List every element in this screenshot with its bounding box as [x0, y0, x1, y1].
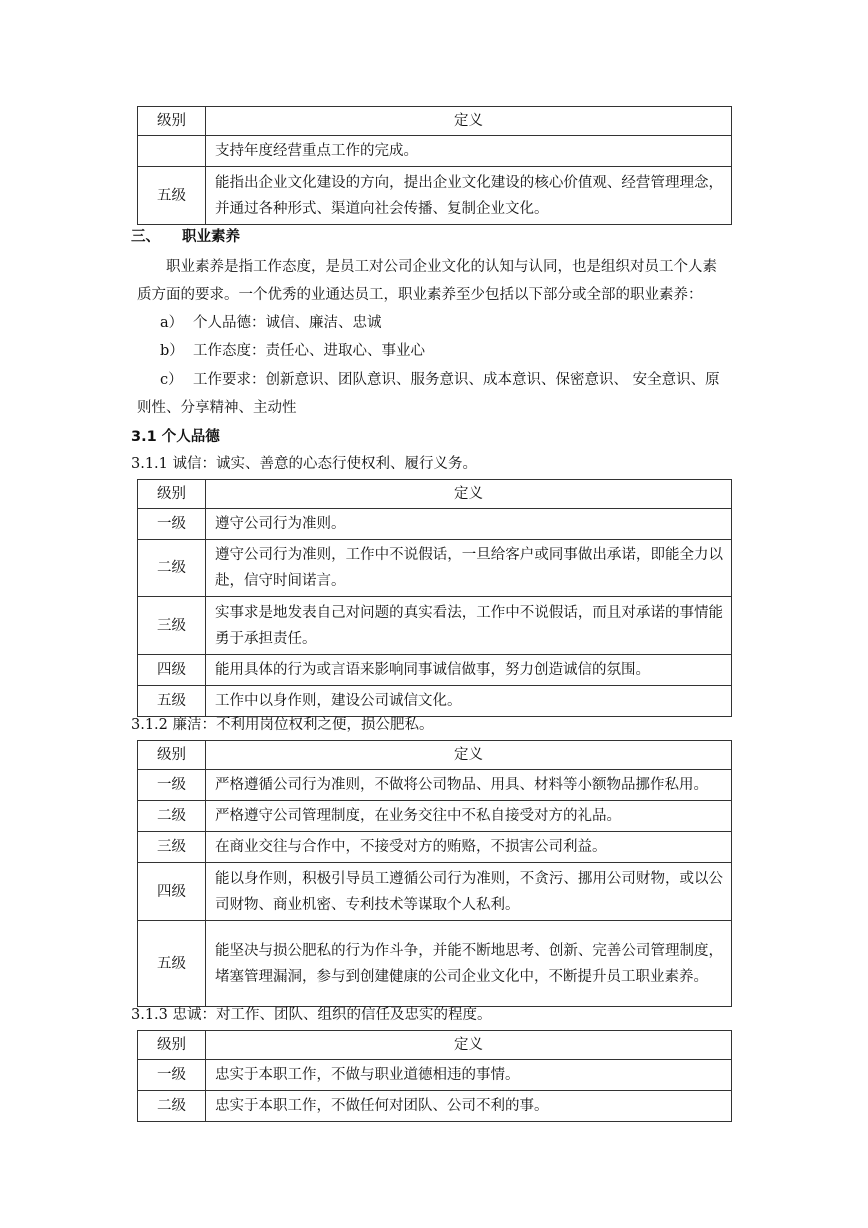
definition-cell: 遵守公司行为准则，工作中不说假话，一旦给客户或同事做出承诺，即能全力以赴，信守时间诺言。 [206, 540, 732, 597]
list-marker: a） [160, 315, 184, 331]
definition-cell: 能指出企业文化建设的方向，提出企业文化建设的核心价值观、经营管理理念，并通过各种形式、渠道向社会传播、复制企业文化。 [206, 167, 732, 225]
definition-header: 定义 [206, 1031, 732, 1060]
level-cell: 四级 [138, 655, 206, 686]
section-title: 职业素养 [182, 229, 240, 245]
table-row [138, 770, 732, 801]
level-cell: 三级 [138, 832, 206, 863]
level-header: 级别 [138, 1031, 206, 1060]
list-marker: b） [160, 343, 184, 359]
level-cell: 二级 [138, 540, 206, 597]
definition-header: 定义 [206, 480, 732, 509]
level-cell: 五级 [138, 167, 206, 225]
table-row [138, 801, 732, 832]
table-row [138, 509, 732, 540]
table-header-row [138, 1031, 732, 1060]
item-caption: 3.1.2 廉洁：不利用岗位权利之便，损公肥私。 [131, 717, 434, 733]
list-item [160, 338, 425, 364]
table-row [138, 167, 732, 225]
level-header: 级别 [138, 741, 206, 770]
table-row [138, 597, 732, 655]
loyalty-level-table [137, 1030, 732, 1122]
item-caption: 3.1.3 忠诚：对工作、团队、组织的信任及忠实的程度。 [131, 1007, 492, 1023]
level-cell: 一级 [138, 509, 206, 540]
level-cell: 五级 [138, 686, 206, 717]
table-header-row [138, 480, 732, 509]
level-cell [138, 136, 206, 167]
section-heading [131, 224, 240, 250]
level-header: 级别 [138, 480, 206, 509]
level-cell: 二级 [138, 801, 206, 832]
table-row [138, 1091, 732, 1122]
list-text: 工作态度：责任心、进取心、事业心 [193, 343, 425, 359]
definition-cell: 工作中以身作则，建设公司诚信文化。 [206, 686, 732, 717]
level-cell: 四级 [138, 863, 206, 921]
table-row [138, 921, 732, 1007]
table-row [138, 136, 732, 167]
table-row [138, 863, 732, 921]
honesty-level-table [137, 740, 732, 1007]
table-header-row [138, 107, 732, 136]
section-number: 三、 [131, 229, 160, 245]
table-row [138, 832, 732, 863]
table-row [138, 655, 732, 686]
definition-cell: 能坚决与损公肥私的行为作斗争，并能不断地思考、创新、完善公司管理制度，堵塞管理漏洞，参与到创建健康的公司企业文化中，不断提升员工职业素养。 [206, 921, 732, 1007]
list-item [160, 310, 382, 336]
definition-cell: 能以身作则，积极引导员工遵循公司行为准则，不贪污、挪用公司财物，或以公司财物、商业机密、专利技术等谋取个人私利。 [206, 863, 732, 921]
table-header-row [138, 741, 732, 770]
definition-cell: 严格遵守公司管理制度，在业务交往中不私自接受对方的礼品。 [206, 801, 732, 832]
list-text: 工作要求：创新意识、团队意识、服务意识、成本意识、保密意识、 安全意识、原则性、分享精神、主动性 [137, 372, 720, 416]
culture-level-table [137, 106, 732, 225]
intro-paragraph: 职业素养是指工作态度，是员工对公司企业文化的认知与认同，也是组织对员工个人素质方面的要求。一个优秀的业通达员工，职业素养至少包括以下部分或全部的职业素养： [137, 259, 717, 303]
definition-header: 定义 [206, 741, 732, 770]
level-cell: 一级 [138, 1060, 206, 1091]
definition-cell: 忠实于本职工作，不做与职业道德相违的事情。 [206, 1060, 732, 1091]
level-cell: 一级 [138, 770, 206, 801]
definition-cell: 能用具体的行为或言语来影响同事诚信做事，努力创造诚信的氛围。 [206, 655, 732, 686]
definition-cell: 严格遵循公司行为准则，不做将公司物品、用具、材料等小额物品挪作私用。 [206, 770, 732, 801]
definition-cell: 忠实于本职工作，不做任何对团队、公司不利的事。 [206, 1091, 732, 1122]
table-row [138, 1060, 732, 1091]
definition-cell: 在商业交往与合作中，不接受对方的贿赂，不损害公司利益。 [206, 832, 732, 863]
subsection-heading: 3.1 个人品德 [131, 429, 220, 445]
table-row [138, 540, 732, 597]
definition-cell: 实事求是地发表自己对问题的真实看法，工作中不说假话，而且对承诺的事情能勇于承担责任。 [206, 597, 732, 655]
item-caption: 3.1.1 诚信：诚实、善意的心态行使权利、履行义务。 [131, 456, 478, 472]
definition-cell: 遵守公司行为准则。 [206, 509, 732, 540]
list-item [137, 366, 731, 422]
level-cell: 二级 [138, 1091, 206, 1122]
list-text: 个人品德：诚信、廉洁、忠诚 [193, 315, 382, 331]
level-cell: 三级 [138, 597, 206, 655]
level-header: 级别 [138, 107, 206, 136]
definition-cell: 支持年度经营重点工作的完成。 [206, 136, 732, 167]
list-marker: c） [160, 372, 183, 388]
integrity-level-table [137, 479, 732, 717]
definition-header: 定义 [206, 107, 732, 136]
level-cell: 五级 [138, 921, 206, 1007]
